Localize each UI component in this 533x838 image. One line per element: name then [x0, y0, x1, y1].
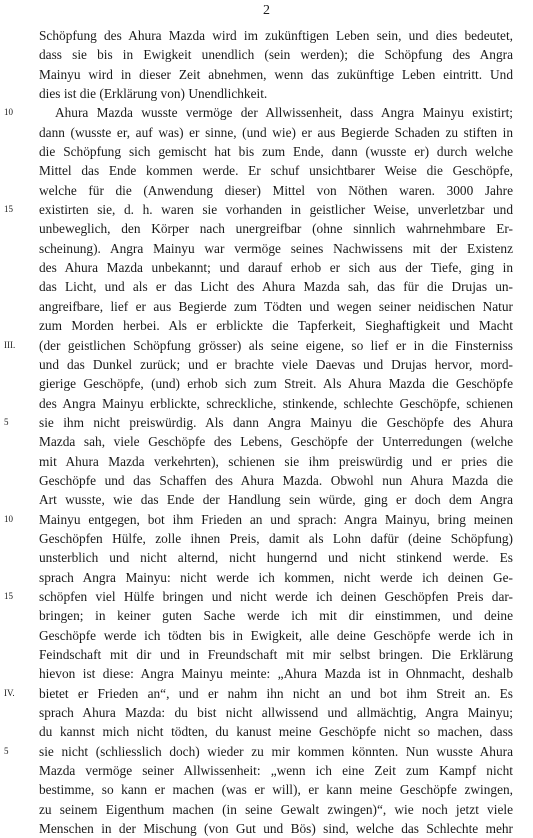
line-text: existirten sie, d. h. waren sie vorhanden in geistlicher Weise, unverletzbar und: [39, 202, 513, 218]
line-text: hievon ist diese: Angra Mainyu meinte: „Ahura Mazda ist in Ohnmacht, deshalb: [39, 666, 513, 682]
line-text: Geschöpfe werde ich tödten bis in Ewigkeit, alle deine Geschöpfe werde ich in: [39, 627, 513, 643]
line-text: bestimme, so kann er machen (was er will), er kann meine Geschöpfe zwingen,: [39, 782, 513, 798]
text-line: [0, 761, 533, 780]
text-line: [0, 374, 533, 393]
text-line: [0, 26, 533, 45]
line-text: Mazda sah, viele Geschöpfe des Lebens, Geschöpfe der Unterredungen (welche: [39, 434, 513, 450]
line-text: sprach Angra Mainyu: nicht werde ich kommen, nicht werde ich deinen Ge-: [39, 569, 513, 585]
text-line: [0, 432, 533, 451]
text-line: [0, 703, 533, 722]
line-text: Mainyu entgegen, bot ihm Frieden an und sprach: Angra Mainyu, bring meinen: [39, 511, 513, 527]
line-text: Menschen in der Mischung (von Gut und Bös) sind, welche das Schlechte mehr: [39, 821, 513, 837]
text-line: [0, 219, 533, 238]
margin-line-number: 5: [4, 745, 9, 756]
text-line: [0, 123, 533, 142]
margin-line-number: III.: [4, 339, 16, 350]
text-line: [0, 84, 533, 103]
text-line: [0, 355, 533, 374]
text-line: [0, 684, 533, 703]
text-line: [0, 510, 533, 529]
text-line: [0, 394, 533, 413]
margin-line-number: 15: [4, 590, 13, 601]
line-text: scheinung). Angra Mainyu war vermöge seines Nachwissens mit der Existenz: [39, 240, 513, 256]
margin-line-number: 10: [4, 107, 13, 118]
text-line: [0, 336, 533, 355]
line-text: bietet er Frieden an“, und er nahm ihn nicht an und bot ihm Streit an. Es: [39, 685, 513, 701]
line-text: Geschöpfen Hülfe, zolle ihnen Preis, damit als Lohn dafür (deine Schöpfung): [39, 530, 513, 546]
line-text: Mittel das Ende kommen werde. Er schuf unsichtbarer Weise die Geschöpfe,: [39, 163, 513, 179]
text-line: [0, 277, 533, 296]
text-line: [0, 490, 533, 509]
text-line: [0, 568, 533, 587]
text-line: [0, 239, 533, 258]
text-line: [0, 587, 533, 606]
text-line: [0, 258, 533, 277]
text-line: [0, 742, 533, 761]
text-line: [0, 606, 533, 625]
text-line: [0, 161, 533, 180]
line-text: dass sie bis in Ewigkeit unendlich (sein werden); die Schöpfung des Angra: [39, 47, 513, 63]
line-text: unbeweglich, den Körper nach unergreifbar (ohne sinnlich wahrnehmbare Er-: [39, 221, 513, 237]
text-line: [0, 103, 533, 122]
text-line: [0, 142, 533, 161]
text-line: [0, 626, 533, 645]
text-line: [0, 413, 533, 432]
text-line: [0, 664, 533, 683]
line-text: dies ist die (Erklärung von) Unendlichkeit.: [39, 86, 268, 102]
text-line: [0, 181, 533, 200]
line-text: Mazda vermöge seiner Allwissenheit: „wenn ich eine Zeit zum Kampf nicht: [39, 763, 513, 779]
line-text: Geschöpfe und das Schaffen des Ahura Mazda. Obwohl nun Ahura Mazda die: [39, 472, 513, 488]
line-text: bringen; in keiner guten Sache werde ich mit dir einstimmen, und deine: [39, 608, 513, 624]
text-line: [0, 452, 533, 471]
text-line: [0, 722, 533, 741]
line-text: Mainyu wird in dieser Zeit abnehmen, wenn das zukünftige Leben eintritt. Und: [39, 66, 513, 82]
line-text: zu seinem Eigenthum machen (in seine Gewalt zwingen)“, wie noch jetzt viele: [39, 801, 513, 817]
text-line: [0, 800, 533, 819]
line-text: des Ahura Mazda unbekannt; und darauf erhob er sich aus der Tiefe, ging in: [39, 260, 513, 276]
text-line: [0, 548, 533, 567]
line-text: Art wusste, wie das Ende der Handlung sein würde, ging er doch dem Angra: [39, 492, 513, 508]
text-line: [0, 65, 533, 84]
line-text: des Angra Mainyu erblickte, schreckliche, stinkende, schlechte Geschöpfe, schienen: [39, 395, 513, 411]
line-text: und das Dunkel zurück; und er brachte viele Daevas und Drujas hervor, mord-: [39, 356, 513, 372]
line-text: welche für die (Anwendung dieser) Mittel von Nöthen waren. 3000 Jahre: [39, 182, 513, 198]
text-line: [0, 200, 533, 219]
line-text: sprach Ahura Mazda: du bist nicht allwissend und allmächtig, Angra Mainyu;: [39, 705, 513, 721]
text-line: [0, 45, 533, 64]
page-number: 2: [263, 3, 270, 18]
margin-line-number: IV.: [4, 687, 15, 698]
line-text: unsterblich und nicht alternd, nicht hungernd und nicht stinkend werde. Es: [39, 550, 513, 566]
line-text: angreifbare, lief er aus Begierde zum Tödten und wegen seiner neidischen Natur: [39, 298, 513, 314]
line-text: das Licht, und als er das Licht des Ahura Mazda sah, das für die Drujas un-: [39, 279, 513, 295]
line-text: mit Ahura Mazda verkehrten), schienen sie ihm preiswürdig und er pries die: [39, 453, 513, 469]
line-text: schöpfen viel Hülfe bringen und nicht werde ich deinen Geschöpfen Preis dar-: [39, 588, 513, 604]
line-text: sie nicht (schliesslich doch) wieder zu mir kommen könnten. Nun wusste Ahura: [39, 743, 513, 759]
line-text: sie ihm nicht preiswürdig. Als dann Angra Mainyu die Geschöpfe des Ahura: [39, 414, 513, 430]
line-text: zum Morden herbei. Als er erblickte die Tapferkeit, Sieghaftigkeit und Macht: [39, 318, 513, 334]
line-text: Schöpfung des Ahura Mazda wird im zukünftigen Leben sein, und dies bedeutet,: [39, 28, 513, 43]
line-text: (der geistlichen Schöpfung grösser) als seine eigene, so lief er in die Finsterniss: [39, 337, 513, 353]
text-line: [0, 471, 533, 490]
line-text: Feindschaft mit dir und in Freundschaft mit mir selbst bringen. Die Erklärung: [39, 647, 513, 662]
margin-line-number: 10: [4, 513, 13, 524]
text-line: [0, 529, 533, 548]
line-text: Ahura Mazda wusste vermöge der Allwissenheit, dass Angra Mainyu existirt;: [55, 105, 513, 121]
text-line: [0, 316, 533, 335]
text-line: [0, 645, 533, 664]
text-line: [0, 780, 533, 799]
line-text: gierige Geschöpfe, (und) erhob sich zum Streit. Als Ahura Mazda die Geschöpfe: [39, 376, 513, 392]
line-text: du kannst mich nicht tödten, du kanust meine Geschöpfe nicht so machen, dass: [39, 724, 513, 740]
margin-line-number: 15: [4, 204, 13, 215]
text-line: [0, 297, 533, 316]
body-text: [0, 26, 533, 838]
margin-line-number: 5: [4, 416, 9, 427]
line-text: dann (wusste er, auf was) er sinne, (und wie) er aus Begierde Schaden zu stiften in: [39, 124, 513, 140]
text-line: [0, 819, 533, 838]
line-text: die Schöpfung sich gemischt hat bis zum Ende, dann (wusste er) durch welche: [39, 144, 513, 160]
